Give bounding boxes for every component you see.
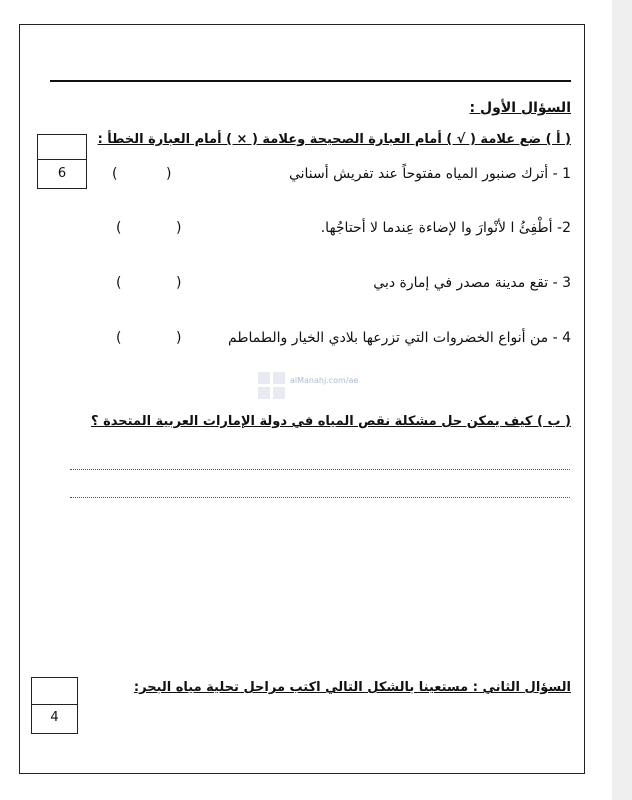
score-box-divider: [32, 704, 77, 705]
watermark-logo-icon: [258, 372, 286, 400]
answer-paren-close-4: (: [116, 330, 122, 346]
score-box-divider: [38, 159, 86, 160]
answer-paren-close-1: (: [112, 166, 118, 182]
answer-paren-close-3: (: [116, 275, 122, 291]
answer-paren-open-4: ): [176, 330, 182, 346]
score-box-q1: [37, 134, 87, 189]
score-box-q2: [31, 677, 78, 734]
answer-paren-open-2: ): [176, 220, 182, 236]
answer-line-2[interactable]: [70, 497, 570, 498]
answer-paren-open-1: ): [166, 166, 172, 182]
answer-paren-close-2: (: [116, 220, 122, 236]
statement-1: 1 - أترك صنبور المياه مفتوحاً عند تفريش أسناني: [288, 166, 571, 182]
answer-paren-open-3: ): [176, 275, 182, 291]
statement-4: 4 - من أنواع الخضروات التي تزرعها بلادي الخيار والطماطم: [228, 330, 571, 346]
question1-title: السؤال الأول :: [469, 100, 571, 116]
question2-text: السؤال الثاني : مستعينا بالشكل التالي اكتب مراحل تحلية مياه البحر:: [133, 680, 571, 695]
score-value-q2: 4: [50, 710, 59, 725]
question1-part-b: ( ب ) كيف يمكن حل مشكلة نقص المياه في دولة الإمارات العربية المتحدة ؟: [91, 414, 571, 429]
page-edge-strip: [612, 0, 632, 800]
watermark-text: alManahj.com/ae: [290, 376, 359, 385]
question1-part-a-instruction: ( أ ) ضع علامة ( √ ) أمام العبارة الصحيحة وعلامة ( × ) أمام العبارة الخطأ :: [97, 132, 571, 147]
statement-3: 3 - تقع مدينة مصدر في إمارة دبي: [373, 275, 571, 291]
answer-line-1[interactable]: [70, 469, 570, 470]
score-value-q1: 6: [57, 166, 67, 181]
header-rule: [50, 80, 571, 82]
statement-2: 2- أطْفِئُ ا لأنْوارَ وا لإضاءة عِندما لا أحتاجُها.: [320, 220, 571, 236]
